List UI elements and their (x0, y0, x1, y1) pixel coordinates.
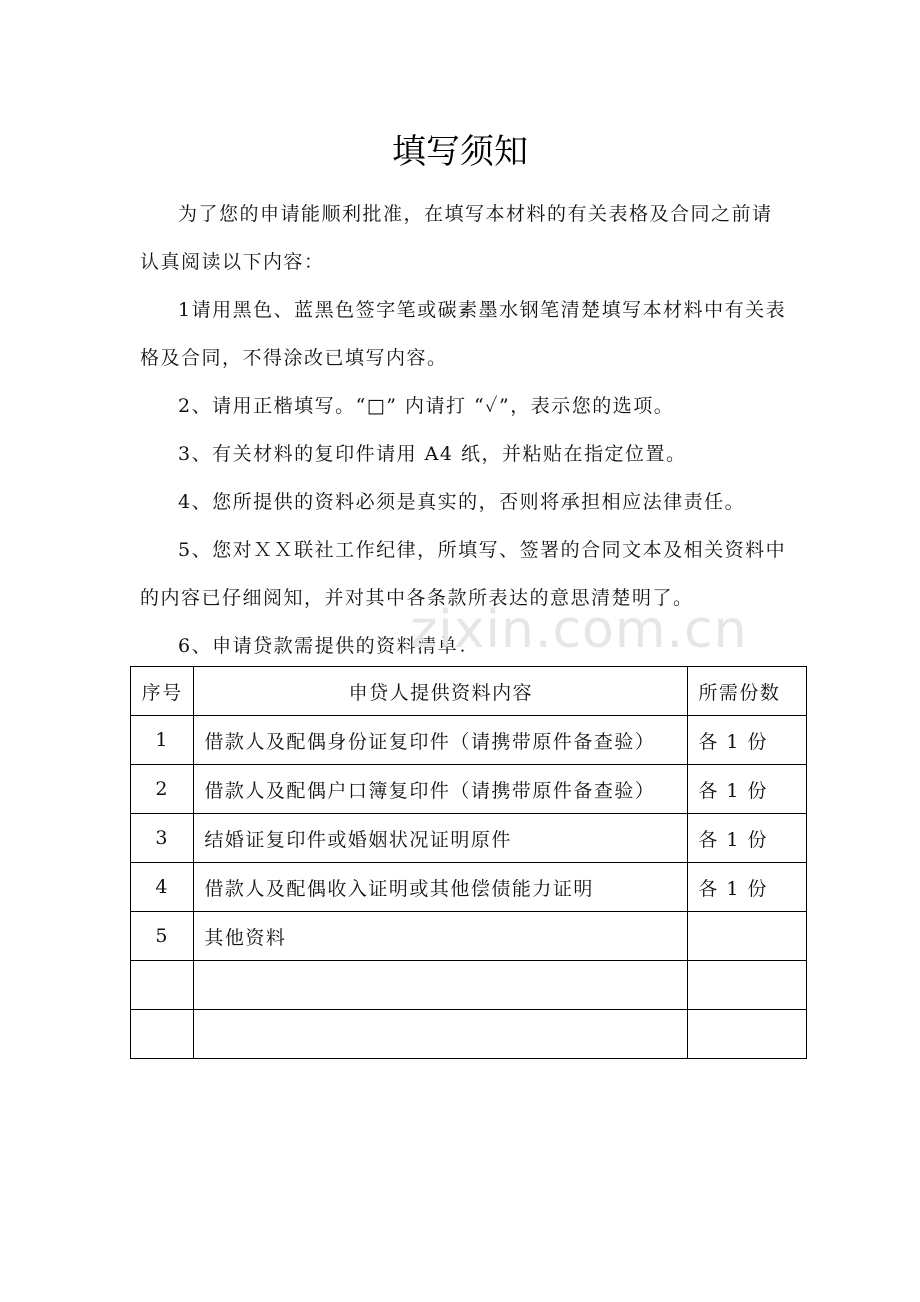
row-no (131, 1010, 194, 1059)
row-content: 其他资料 (194, 912, 688, 961)
row-content (194, 961, 688, 1010)
row-count: 各 1 份 (688, 716, 807, 765)
table-row (131, 814, 807, 863)
row-count: 各 1 份 (688, 863, 807, 912)
row-count (688, 961, 807, 1010)
row-content: 借款人及配偶户口簿复印件（请携带原件备查验） (194, 765, 688, 814)
row-content: 借款人及配偶身份证复印件（请携带原件备查验） (194, 716, 688, 765)
table-row-empty (131, 961, 807, 1010)
instruction-2: 2、请用正楷填写。“□” 内请打 “✓”，表示您的选项。 (178, 395, 675, 417)
table-row (131, 912, 807, 961)
row-content: 借款人及配偶收入证明或其他偿债能力证明 (194, 863, 688, 912)
table-row (131, 765, 807, 814)
header-content: 申贷人提供资料内容 (194, 667, 688, 716)
row-count (688, 912, 807, 961)
materials-table (130, 666, 807, 1059)
row-content (194, 1010, 688, 1059)
row-no (131, 961, 194, 1010)
header-count: 所需份数 (688, 667, 807, 716)
row-no: 5 (131, 912, 194, 961)
header-no: 序号 (131, 667, 194, 716)
instruction-5: 5、您对ＸＸ联社工作纪律，所填写、签署的合同文本及相关资料中的内容已仔细阅知，并对其中各条款所表达的意思清楚明了。 (140, 539, 787, 609)
row-no: 1 (131, 716, 194, 765)
table-row (131, 716, 807, 765)
table-header-row (131, 667, 807, 716)
row-content: 结婚证复印件或婚姻状况证明原件 (194, 814, 688, 863)
row-no: 3 (131, 814, 194, 863)
instruction-3: 3、有关材料的复印件请用 A4 纸，并粘贴在指定位置。 (178, 443, 687, 465)
row-count: 各 1 份 (688, 765, 807, 814)
row-no: 4 (131, 863, 194, 912)
instruction-1: 1请用黑色、蓝黑色签字笔或碳素墨水钢笔清楚填写本材料中有关表格及合同，不得涂改已填写内容。 (140, 299, 787, 369)
table-row-empty (131, 1010, 807, 1059)
watermark: zixin.com.cn (410, 600, 748, 660)
row-count: 各 1 份 (688, 814, 807, 863)
row-no: 2 (131, 765, 194, 814)
row-count (688, 1010, 807, 1059)
intro-paragraph: 为了您的申请能顺利批准，在填写本材料的有关表格及合同之前请认真阅读以下内容： (140, 203, 773, 273)
table-row (131, 863, 807, 912)
page-title: 填写须知 (392, 132, 528, 172)
instruction-4: 4、您所提供的资料必须是真实的，否则将承担相应法律责任。 (178, 491, 746, 513)
instruction-6: 6、申请贷款需提供的资料清单： (178, 635, 479, 657)
